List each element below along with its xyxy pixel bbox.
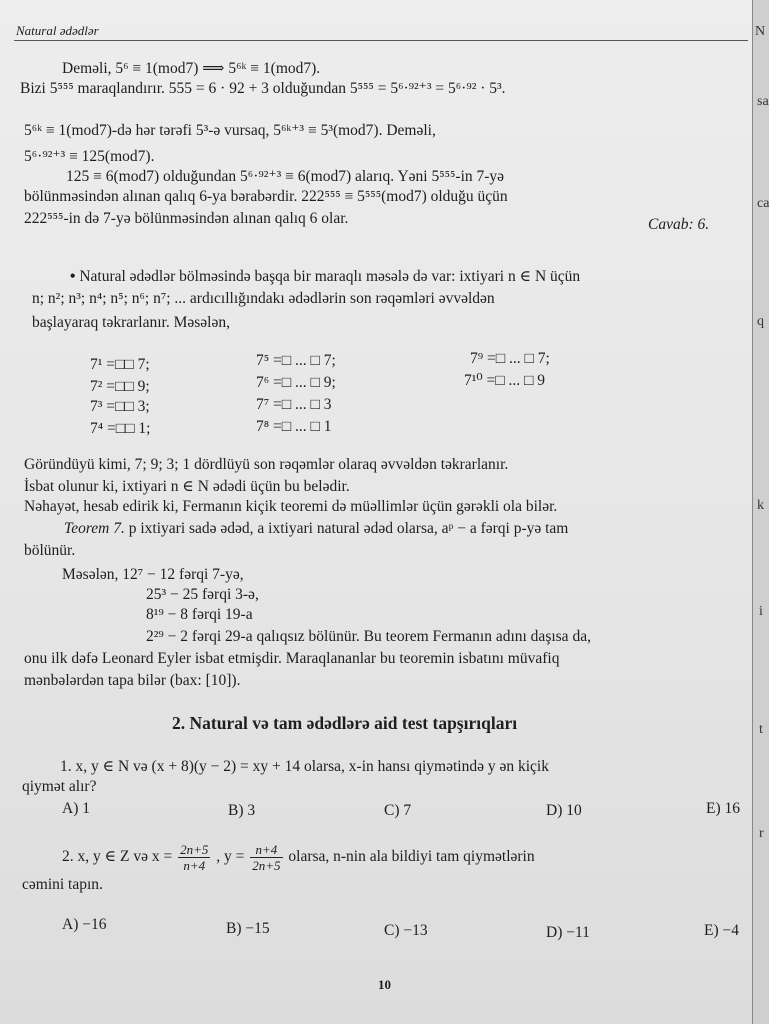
adjacent-page-letter-2: sa (757, 94, 769, 109)
adjacent-page-letter-7: t (759, 722, 763, 737)
q2-fraction-y-numerator: n+4 (250, 842, 282, 858)
powers-col3-row2: 7¹⁰ =□ ... □ 9 (464, 372, 545, 389)
bullet-icon: • (70, 268, 76, 285)
q2-option-e: E) −4 (704, 922, 739, 939)
powers-col2-row2: 7⁶ =□ ... □ 9; (256, 374, 336, 391)
proof-line-1: Deməli, 5⁶ ≡ 1(mod7) ⟹ 5⁶ᵏ ≡ 1(mod7). (62, 60, 321, 77)
powers-col3-row1: 7⁹ =□ ... □ 7; (470, 350, 550, 367)
proof-line-6: bölünməsindən alınan qalıq 6-ya bərabərdir. 222⁵⁵⁵ ≡ 5⁵⁵⁵(mod7) olduğu üçün (24, 188, 508, 205)
theorem-text: p ixtiyari sadə ədəd, a ixtiyari natural ədəd olarsa, aᵖ − a fərqi p-yə tam (128, 520, 569, 537)
question-2-line (62, 840, 535, 874)
bullet-line-1 (70, 268, 580, 286)
q2-option-c: C) −13 (384, 922, 428, 939)
adjacent-page-edge (752, 0, 769, 1024)
q2-suffix: olarsa, n-nin ala bildiyi tam qiymətlərin (288, 848, 535, 865)
powers-col2-row3: 7⁷ =□ ... □ 3 (256, 396, 332, 413)
bullet-text: Natural ədədlər bölməsində başqa bir maraqlı məsələ də var: ixtiyari n ∈ N üçün (79, 268, 581, 285)
proof-line-2: Bizi 5⁵⁵⁵ maraqlandırır. 555 = 6 · 92 + 3 olduğundan 5⁵⁵⁵ = 5⁶·⁹²⁺³ = 5⁶·⁹² · 5³. (20, 80, 506, 97)
adjacent-page-letter-8: r (759, 826, 764, 841)
mid-line-2: İsbat olunur ki, ixtiyari n ∈ N ədədi üçün bu belədir. (24, 478, 350, 495)
q2-fraction-x-numerator: 2n+5 (180, 841, 209, 857)
theorem-end: bölünür. (24, 542, 76, 559)
q1-option-e: E) 16 (706, 800, 741, 817)
q1-option-c: C) 7 (384, 802, 412, 819)
proof-line-4: 5⁶·⁹²⁺³ ≡ 125(mod7). (24, 148, 155, 165)
example-line-5: onu ilk dəfə Leonard Eyler isbat etmişdir. Maraqlananlar bu teoremin isbatını müvafiq (24, 650, 560, 667)
q2-option-a: A) −16 (62, 916, 107, 933)
header-rule (14, 40, 748, 41)
q1-option-b: B) 3 (228, 802, 256, 819)
powers-col1-row3: 7³ =□□ 3; (90, 398, 150, 415)
proof-line-5: 125 ≡ 6(mod7) olduğundan 5⁶·⁹²⁺³ ≡ 6(mod7) alarıq. Yəni 5⁵⁵⁵-in 7-yə (66, 168, 505, 185)
adjacent-page-letter-1: N (755, 24, 766, 39)
adjacent-page-letter-6: i (759, 604, 763, 619)
bullet-line-2: n; n²; n³; n⁴; n⁵; n⁶; n⁷; ... ardıcıllığındakı ədədlərin son rəqəmləri əvvəldən (32, 290, 495, 307)
q1-option-d: D) 10 (546, 802, 582, 819)
q1-option-a: A) 1 (62, 800, 90, 817)
proof-line-7: 222⁵⁵⁵-in də 7-yə bölünməsindən alınan qalıq 6 olar. (24, 210, 349, 227)
q2-prefix: 2. x, y ∈ Z və x = (62, 848, 173, 865)
mid-line-1: Göründüyü kimi, 7; 9; 3; 1 dördlüyü son rəqəmlər olaraq əvvəldən təkrarlanır. (24, 456, 509, 473)
running-header: Natural ədədlər (16, 23, 99, 38)
question-1-text: 1. x, y ∈ N və (x + 8)(y − 2) = xy + 14 olarsa, x-in hansı qiymətində y ən kiçik (60, 758, 549, 775)
q2-option-b: B) −15 (226, 920, 270, 937)
example-line-4: 2²⁹ − 2 fərqi 29-a qalıqsız bölünür. Bu teorem Fermanın adını daşısa da, (146, 628, 591, 645)
powers-col1-row2: 7² =□□ 9; (90, 378, 150, 395)
theorem-line (64, 520, 568, 538)
theorem-label: Teorem 7. (64, 520, 125, 537)
example-line-3: 8¹⁹ − 8 fərqi 19-a (146, 606, 253, 623)
q2-fraction-x (178, 842, 210, 873)
example-line-2: 25³ − 25 fərqi 3-ə, (146, 586, 259, 603)
page-number: 10 (378, 977, 391, 992)
section-title: 2. Natural və tam ədədlərə aid test tapşırıqları (172, 713, 518, 733)
powers-col2-row1: 7⁵ =□ ... □ 7; (256, 352, 336, 369)
answer-label: Cavab: 6. (648, 216, 710, 233)
q2-fraction-y (250, 842, 282, 873)
q2-fraction-x-denominator: n+4 (183, 857, 206, 873)
adjacent-page-letter-4: q (757, 314, 764, 329)
example-line-1: Məsələn, 12⁷ − 12 fərqi 7-yə, (62, 566, 244, 583)
q2-option-d: D) −11 (546, 924, 590, 941)
bullet-line-3: başlayaraq təkrarlanır. Məsələn, (32, 314, 230, 331)
q2-mid: , y = (216, 848, 245, 865)
mid-line-3: Nəhayət, hesab edirik ki, Fermanın kiçik teoremi də müəllimlər üçün gərəkli ola bilər. (24, 498, 558, 515)
powers-col2-row4: 7⁸ =□ ... □ 1 (256, 418, 332, 435)
adjacent-page-letter-3: ca (757, 196, 769, 211)
proof-line-3: 5⁶ᵏ ≡ 1(mod7)-də hər tərəfi 5³-ə vursaq, 5⁶ᵏ⁺³ ≡ 5³(mod7). Deməli, (24, 122, 436, 139)
q2-fraction-y-denominator: 2n+5 (252, 857, 281, 873)
powers-col1-row1: 7¹ =□□ 7; (90, 356, 150, 373)
example-line-6: mənbələrdən tapa bilər (bax: [10]). (24, 672, 241, 689)
question-2-text-2: cəmini tapın. (22, 876, 103, 893)
adjacent-page-letter-5: k (757, 498, 764, 513)
powers-col1-row4: 7⁴ =□□ 1; (90, 420, 151, 437)
question-1-text-2: qiymət alır? (22, 778, 97, 795)
